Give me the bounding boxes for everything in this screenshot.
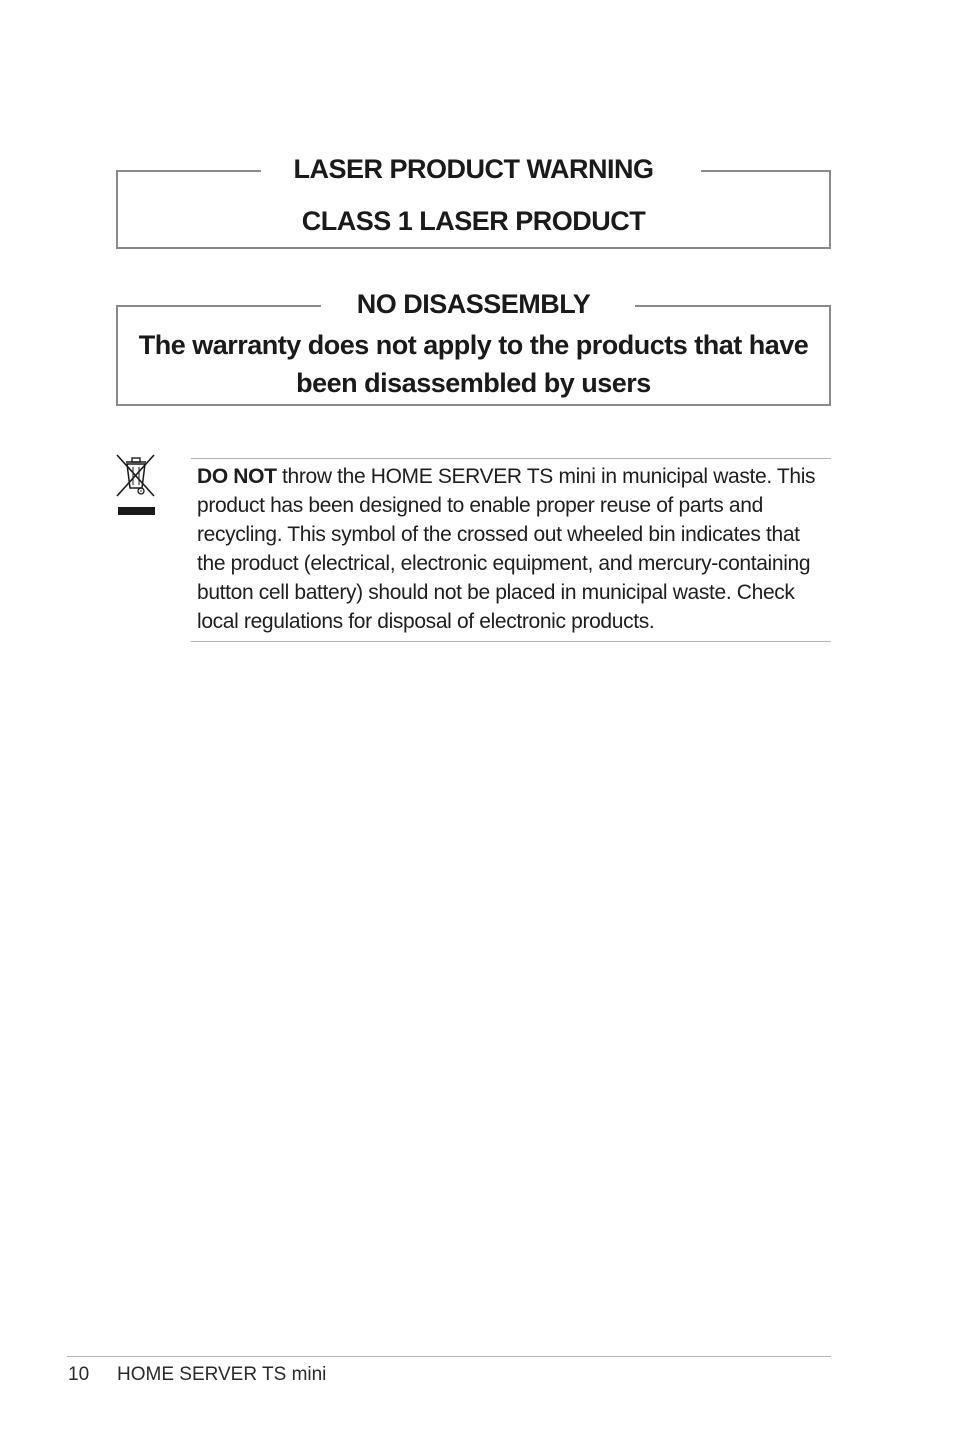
note-top-rule (191, 458, 831, 459)
disassembly-warning-box (116, 289, 831, 406)
note-bottom-rule (191, 641, 831, 642)
laser-warning-box (116, 154, 831, 249)
disposal-note (197, 462, 827, 636)
laser-warning-title: LASER PRODUCT WARNING (293, 154, 654, 184)
footer-rule (67, 1356, 831, 1357)
laser-class-label: CLASS 1 LASER PRODUCT (301, 206, 646, 236)
page-number: 10 (68, 1364, 90, 1385)
crossed-out-wheeled-bin-icon (114, 452, 158, 518)
warranty-statement: The warranty does not apply to the products that have been disassembled by users (138, 330, 809, 398)
disposal-note-lead: DO NOT (197, 465, 277, 488)
disposal-note-text: throw the HOME SERVER TS mini in municipal waste. This product has been designed to enable proper reuse of parts and recycling. This symbol of the crossed out wheeled bin indicates that the product (electrical, electronic equipment, and mercury-containing button cell battery) should not be placed in municipal waste. Check local regulations for disposal of electronic products. (197, 465, 816, 633)
footer-doc-title: HOME SERVER TS mini (117, 1364, 327, 1385)
disassembly-title: NO DISASSEMBLY (356, 289, 591, 319)
